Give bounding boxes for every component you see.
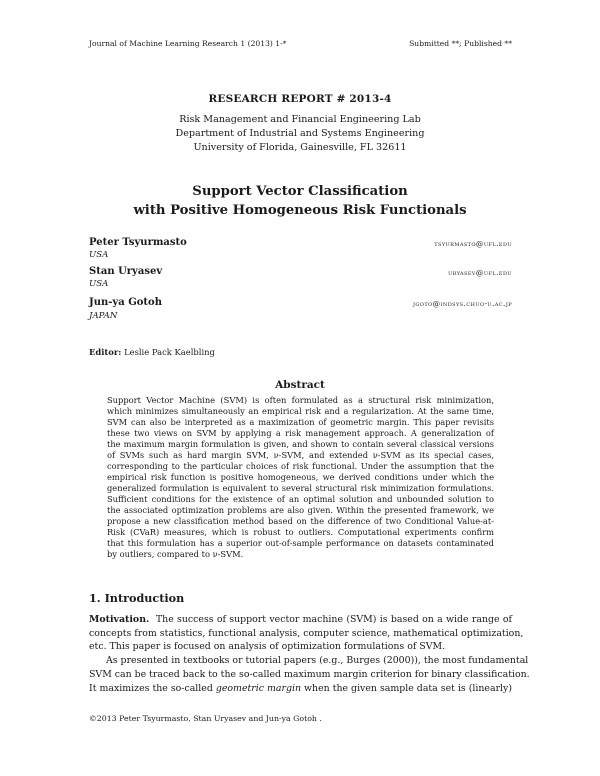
paper-title-line2: with Positive Homogeneous Risk Functionals: [133, 203, 467, 218]
abstract-line: corresponding to the particular choices of risk functional. Under the assumption that the: [107, 461, 494, 471]
body-line: [89, 614, 512, 625]
author-email: jgoto@indsys.chuo-u.ac.jp: [413, 299, 512, 308]
paper-title-line1: Support Vector Classification: [192, 184, 408, 199]
body-line: As presented in textbooks or tutorial papers (e.g., Burges (2000)), the most fundamental: [106, 655, 529, 666]
abstract-line: by outliers, compared to ν-SVM.: [107, 549, 244, 559]
body-text: when the given sample data set is (linearly): [301, 683, 513, 694]
editor-label: Editor:: [89, 347, 122, 357]
report-department: Department of Industrial and Systems Engineering: [175, 128, 425, 139]
abstract-heading: Abstract: [275, 379, 325, 391]
submission-info: Submitted **; Published **: [409, 39, 512, 48]
editor-name: Leslie Pack Kaelbling: [124, 347, 215, 357]
motivation-label: Motivation.: [89, 614, 150, 625]
body-line: SVM can be traced back to the so-called maximum margin criterion for binary classification.: [89, 669, 530, 680]
abstract-line: the maximum margin formulation is given, and shown to contain several classical versions: [107, 439, 494, 449]
abstract-line: Risk (CVaR) measures, which is robust to outliers. Computational experiments confirm: [107, 527, 494, 537]
body-line: etc. This paper is focused on analysis of optimization formulations of SVM.: [89, 641, 446, 652]
body-text: The success of support vector machine (SVM) is based on a wide range of: [155, 614, 512, 625]
abstract-line: these two views on SVM by applying a risk management approach. A generalization of: [107, 428, 494, 438]
body-line: [89, 683, 512, 694]
abstract-line: the associated optimization problems are also given. Within the presented framework, we: [107, 505, 494, 515]
author-name: Jun-ya Gotoh: [89, 297, 162, 308]
author-email: uryasev@ufl.edu: [448, 268, 512, 277]
section-heading: 1. Introduction: [89, 591, 185, 605]
abstract-line: Sufficient conditions for the existence of an optimal solution and unbounded solution to: [107, 494, 494, 504]
body-line: concepts from statistics, functional analysis, computer science, mathematical optimization,: [89, 628, 524, 639]
abstract-line: Support Vector Machine (SVM) is often formulated as a structural risk minimization,: [107, 395, 494, 405]
report-university: University of Florida, Gainesville, FL 32611: [193, 142, 407, 153]
emphasis-text: geometric margin: [215, 683, 302, 694]
report-lab: Risk Management and Financial Engineering Lab: [179, 114, 421, 125]
author-affiliation: USA: [89, 279, 109, 289]
copyright-footer: ©2013 Peter Tsyurmasto, Stan Uryasev and Jun-ya Gotoh .: [89, 714, 322, 723]
author-name: Stan Uryasev: [89, 266, 163, 277]
report-title: RESEARCH REPORT # 2013-4: [208, 93, 392, 105]
journal-header: Journal of Machine Learning Research 1 (2013) 1-*: [89, 39, 287, 48]
abstract-line: propose a new classification method based on the difference of two Conditional Value-at-: [107, 516, 494, 526]
editor-line: [89, 347, 215, 357]
abstract-line: SVM can also be interpreted as a maximization of geometric margin. This paper revisits: [107, 417, 494, 427]
author-email: tsyurmasto@ufl.edu: [434, 239, 512, 248]
body-text: It maximizes the so-called: [89, 683, 216, 694]
abstract-line: generalized formulation is equivalent to several structural risk minimization formulations.: [107, 483, 494, 493]
abstract-line: that this formulation has a superior out-of-sample performance on datasets contaminated: [107, 538, 494, 548]
abstract-line: of SVMs such as hard margin SVM, ν-SVM, and extended ν-SVM as its special cases,: [107, 450, 494, 460]
author-affiliation: JAPAN: [89, 311, 118, 321]
abstract-line: which minimizes simultaneously an empirical risk and a regularization. At the same time,: [107, 406, 494, 416]
author-name: Peter Tsyurmasto: [89, 237, 187, 248]
author-affiliation: USA: [89, 250, 109, 260]
abstract-line: empirical risk function is positive homogeneous, we derived conditions under which the: [107, 472, 494, 482]
